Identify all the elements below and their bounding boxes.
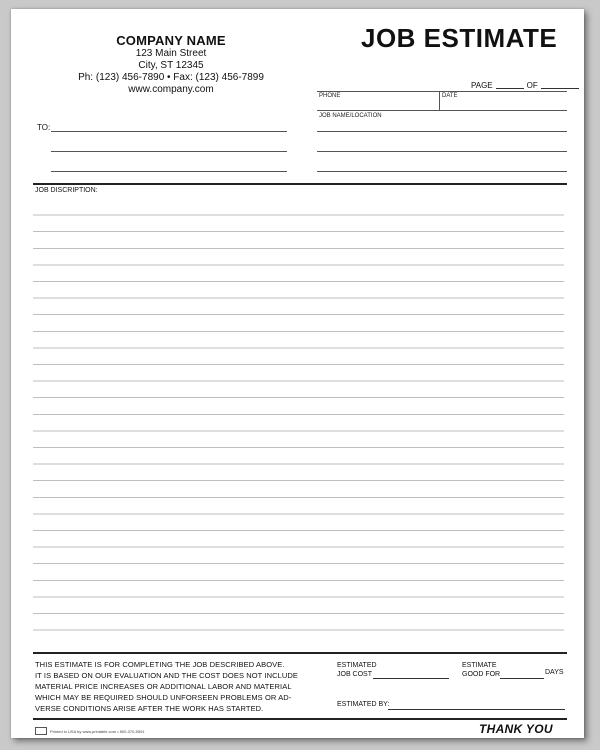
phone-date-bottom-border bbox=[317, 110, 567, 111]
company-website: www.company.com bbox=[128, 84, 214, 95]
job-description-label: JOB DISCRIPTION: bbox=[35, 187, 98, 194]
page-number-field[interactable] bbox=[496, 88, 524, 89]
phone-field[interactable] bbox=[317, 95, 437, 109]
company-city: City, ST 12345 bbox=[138, 60, 204, 71]
disclaimer-line: MATERIAL PRICE INCREASES OR ADDITIONAL LABOR AND MATERIAL bbox=[35, 682, 292, 691]
disclaimer-line: THIS ESTIMATE IS FOR COMPLETING THE JOB DESCRIBED ABOVE. bbox=[35, 660, 285, 669]
estimated-by-field[interactable] bbox=[388, 709, 565, 710]
estimate-form-sheet bbox=[11, 9, 584, 738]
estimated-job-cost-label-line1: ESTIMATED bbox=[337, 662, 377, 669]
company-block bbox=[71, 33, 271, 96]
disclaimer-line: IT IS BASED ON OUR EVALUATION AND THE COST DOES NOT INCLUDE bbox=[35, 671, 299, 680]
estimate-good-for-label bbox=[462, 661, 500, 679]
to-line-1[interactable] bbox=[51, 131, 287, 132]
estimated-by-label: ESTIMATED BY: bbox=[337, 701, 390, 708]
days-label: DAYS bbox=[545, 669, 564, 676]
phone-date-top-border bbox=[317, 91, 567, 92]
header-divider bbox=[33, 183, 567, 185]
job-name-label: JOB NAME/LOCATION bbox=[319, 113, 382, 119]
disclaimer-line: VERSE CONDITIONS ARISE AFTER THE WORK HAS STARTED. bbox=[35, 704, 264, 713]
estimated-job-cost-label bbox=[337, 661, 377, 679]
estimate-good-for-label-line1: ESTIMATE bbox=[462, 662, 497, 669]
job-name-line-1[interactable] bbox=[317, 131, 567, 132]
printer-footer bbox=[35, 727, 145, 735]
disclaimer-line: WHICH MAY BE REQUIRED SHOULD UNFORSEEN PROBLEMS OR AD- bbox=[35, 693, 292, 702]
phone-date-divider bbox=[439, 91, 440, 110]
form-title: JOB ESTIMATE bbox=[361, 23, 558, 53]
printer-footer-text: Printed in USA by www.printable.com • 800-370-5591 bbox=[50, 728, 145, 734]
page-total-field[interactable] bbox=[541, 88, 579, 89]
footer-divider bbox=[33, 652, 567, 654]
company-contact: Ph: (123) 456-7890 • Fax: (123) 456-7899 bbox=[78, 72, 264, 83]
to-line-3[interactable] bbox=[51, 171, 287, 172]
page-number-row bbox=[471, 81, 579, 90]
estimated-job-cost-label-line2: JOB COST bbox=[337, 671, 373, 678]
page-label: PAGE bbox=[471, 81, 493, 90]
to-label: TO: bbox=[37, 123, 51, 132]
date-field[interactable] bbox=[441, 95, 565, 109]
company-address: 123 Main Street bbox=[135, 48, 207, 59]
disclaimer-text bbox=[35, 659, 305, 714]
job-description-ruled-area[interactable] bbox=[33, 199, 564, 641]
phone-label: PHONE bbox=[319, 93, 341, 99]
thank-you-text: THANK YOU bbox=[479, 722, 553, 736]
printer-logo-icon bbox=[35, 727, 47, 735]
date-label: DATE bbox=[442, 93, 458, 99]
of-label: OF bbox=[526, 81, 538, 90]
to-line-2[interactable] bbox=[51, 151, 287, 152]
estimated-job-cost-field[interactable] bbox=[373, 678, 449, 679]
estimate-good-for-field[interactable] bbox=[500, 678, 544, 679]
estimate-good-for-label-line2: GOOD FOR bbox=[462, 671, 501, 678]
job-name-line-2[interactable] bbox=[317, 151, 567, 152]
company-name: COMPANY NAME bbox=[116, 33, 226, 48]
bottom-rule bbox=[33, 718, 567, 720]
job-name-line-3[interactable] bbox=[317, 171, 567, 172]
